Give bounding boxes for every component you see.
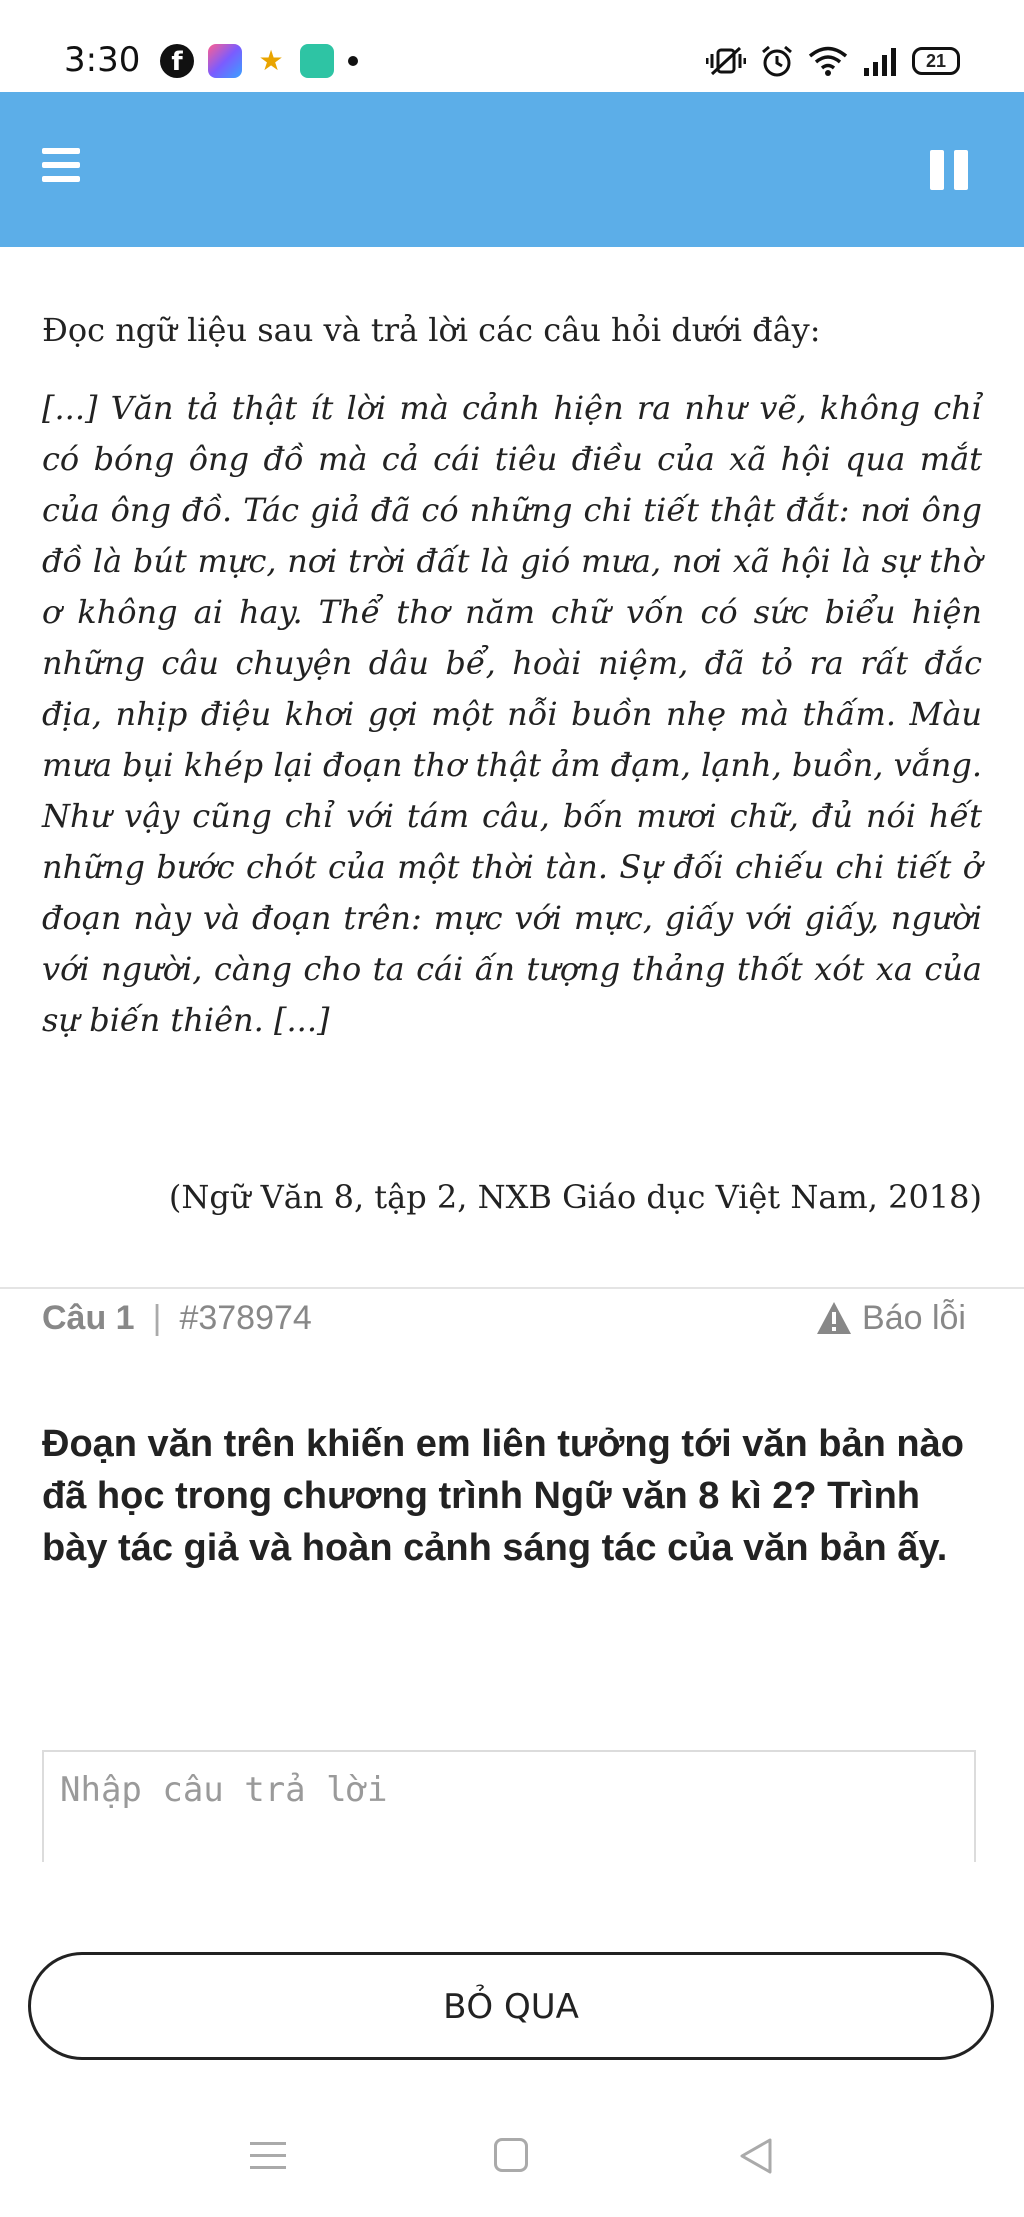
question-id: #378974	[179, 1298, 312, 1337]
green-app-icon	[300, 44, 334, 78]
passage-intro: Đọc ngữ liệu sau và trả lời các câu hỏi dưới đây:	[42, 311, 821, 349]
hamburger-icon[interactable]	[42, 148, 80, 182]
question-meta	[42, 1296, 312, 1340]
passage-source: (Ngữ Văn 8, tập 2, NXB Giáo dục Việt Nam, 2018)	[168, 1178, 982, 1216]
reading-passage	[42, 305, 982, 1046]
report-error-label: Báo lỗi	[862, 1298, 966, 1337]
facebook-icon: f	[160, 44, 194, 78]
report-error-button[interactable]	[816, 1296, 966, 1340]
vibrate-icon	[706, 44, 746, 78]
signal-icon	[862, 46, 898, 76]
system-icons	[706, 44, 960, 78]
more-notifications-dot	[348, 56, 358, 66]
answer-input[interactable]	[42, 1750, 976, 1862]
question-text: Đoạn văn trên khiến em liên tưởng tới văn bản nào đã học trong chương trình Ngữ văn 8 kì 2? Trình bày tác giả và hoàn cảnh sáng tác của văn bản ấy.	[42, 1423, 964, 1569]
question-number: Câu 1	[42, 1298, 135, 1337]
status-time: 3:30	[64, 40, 141, 80]
wifi-icon	[808, 45, 848, 77]
pause-icon[interactable]	[930, 150, 968, 190]
back-icon[interactable]	[736, 2136, 776, 2176]
notification-icons	[160, 44, 358, 78]
warning-icon	[816, 1301, 852, 1335]
divider	[0, 1287, 1024, 1289]
home-icon[interactable]	[494, 2138, 528, 2172]
meta-separator: |	[152, 1298, 162, 1337]
recent-apps-icon[interactable]	[250, 2140, 286, 2172]
battery-icon: 21	[912, 47, 960, 75]
status-bar	[0, 0, 1024, 92]
alarm-icon	[760, 44, 794, 78]
star-icon: ★	[258, 45, 284, 76]
passage-text: [...] Văn tả thật ít lời mà cảnh hiện ra như vẽ, không chỉ có bóng ông đồ mà cả cái tiêu điều của xã hội qua mắt của ông đồ. Tác giả đã có những chi tiết thật đắt: nơi ông đồ là bút mực, nơi trời đất là gió mưa, nơi xã hội là sự thờ ơ không ai hay. Thể thơ năm chữ vốn có sức biểu hiện những câu chuyện dâu bể, hoài niệm, đã tỏ ra rất đắc địa, nhịp điệu khơi gợi một nỗi buồn nhẹ mà thấm. Màu mưa bụi khép lại đoạn thơ thật ảm đạm, lạnh, buồn, vắng. Như vậy cũng chỉ với tám câu, bốn mươi chữ, đủ nói hết những bước chót của một thời tàn. Sự đối chiếu chi tiết ở đoạn này và đoạn trên: mực với mực, giấy với giấy, người với người, càng cho ta cái ấn tượng thảng thốt xót xa của sự biến thiên. [...]	[42, 389, 982, 1039]
skip-button[interactable]: BỎ QUA	[28, 1952, 994, 2060]
system-nav-bar	[0, 2110, 1024, 2217]
app-header	[0, 92, 1024, 247]
gallery-icon	[208, 44, 242, 78]
